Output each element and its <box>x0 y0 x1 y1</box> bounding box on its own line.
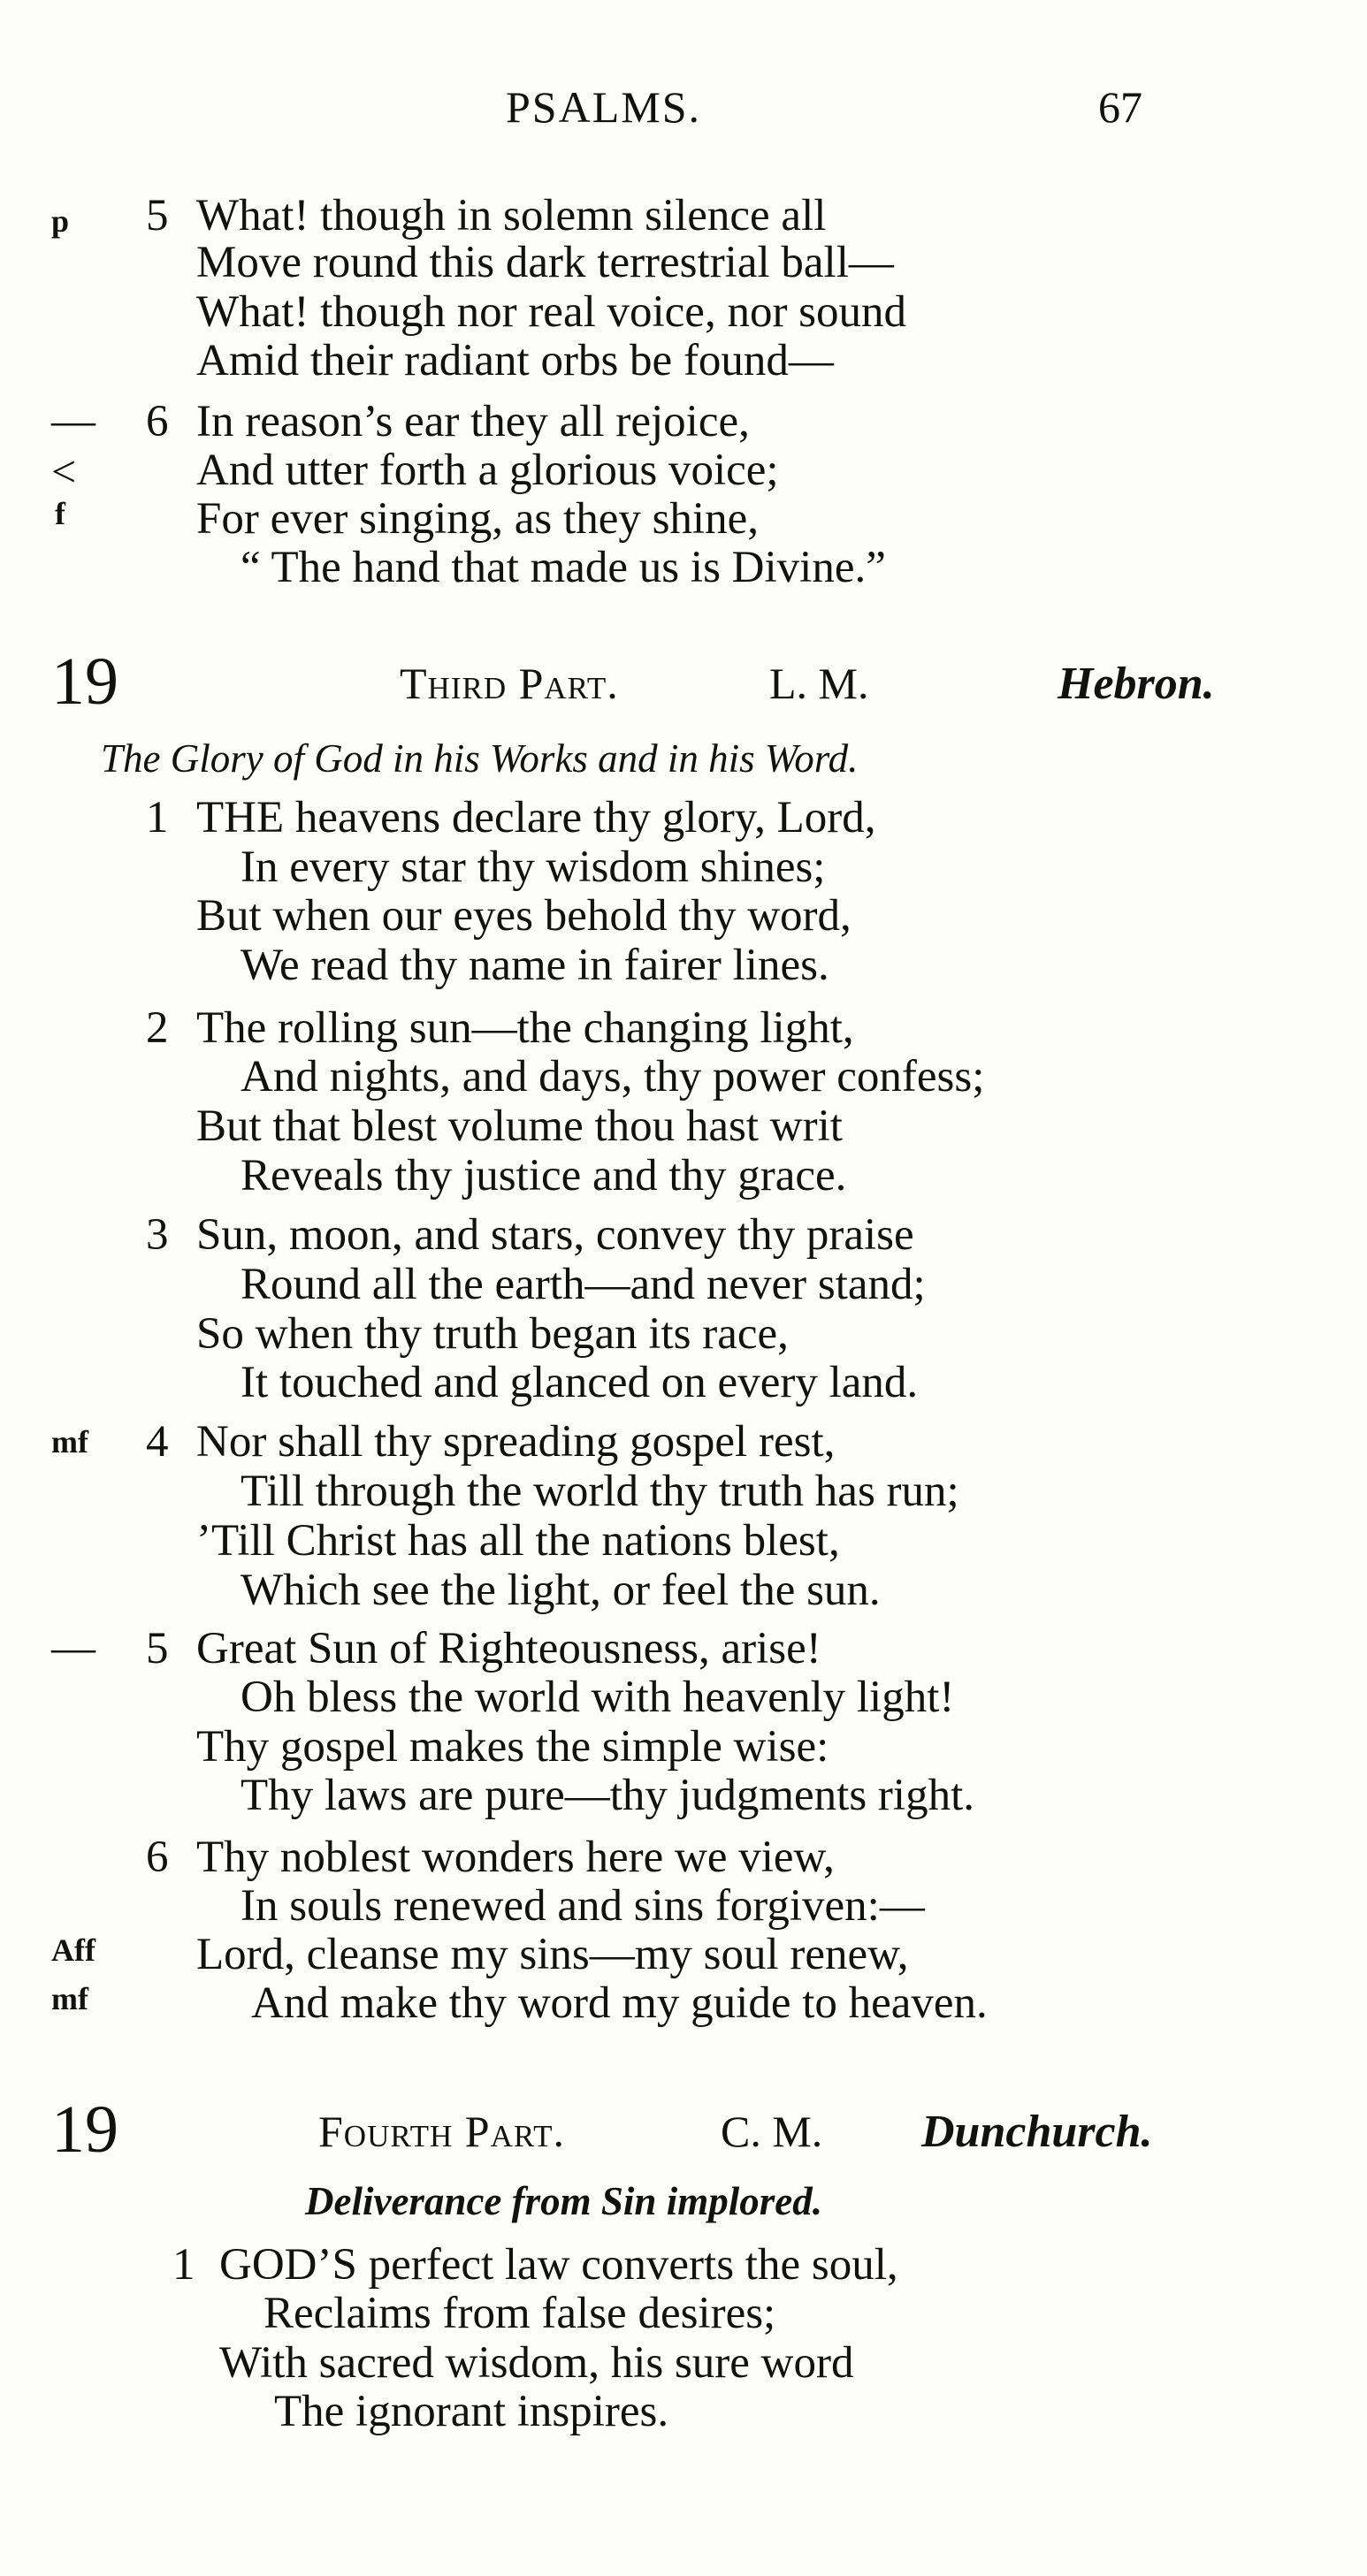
verse-line: THE heavens declare thy glory, Lord, <box>196 793 876 842</box>
verse-line: Sun, moon, and stars, convey thy praise <box>196 1210 914 1260</box>
verse-line: The rolling sun—the changing light, <box>196 1003 854 1053</box>
tune-name: Hebron. <box>1058 659 1215 709</box>
verse-line: Round all the earth—and never stand; <box>241 1260 926 1309</box>
dynamic-mark: f <box>55 496 65 531</box>
verse-line: The ignorant inspires. <box>274 2387 669 2436</box>
verse-line: And nights, and days, thy power confess; <box>241 1052 985 1101</box>
verse-line: Thy gospel makes the simple wise: <box>196 1722 829 1772</box>
verse-line: GOD’S perfect law converts the soul, <box>219 2240 898 2290</box>
verse-line: With sacred wisdom, his sure word <box>219 2338 854 2388</box>
verse-line: Move round this dark terrestrial ball— <box>196 238 894 287</box>
stanza-number: 3 <box>146 1210 169 1260</box>
dynamic-mark: mf <box>51 1424 88 1459</box>
running-title: PSALMS. <box>506 82 702 132</box>
verse-line: “ The hand that made us is Divine.” <box>241 543 886 592</box>
verse-line: Which see the light, or feel the sun. <box>241 1566 881 1615</box>
page-header <box>0 81 1367 143</box>
hymn-number: 19 <box>51 644 118 719</box>
verse-line: What! though in solemn silence all <box>196 191 827 240</box>
stanza-number: 6 <box>146 397 169 446</box>
page-number: 67 <box>1098 82 1142 132</box>
dynamic-mark: mf <box>51 1981 88 2016</box>
verse-line: In reason’s ear they all rejoice, <box>196 397 750 446</box>
stanza-number: 1 <box>172 2240 195 2290</box>
verse-line: But when our eyes behold thy word, <box>196 891 852 941</box>
verse-line: So when thy truth began its race, <box>196 1309 789 1359</box>
part-title: Fourth Part. <box>318 2107 565 2156</box>
verse-line: Reclaims from false desires; <box>263 2289 776 2338</box>
verse-line: Amid their radiant orbs be found— <box>196 336 834 385</box>
verse-line: In souls renewed and sins forgiven:— <box>241 1881 925 1931</box>
part-title: Third Part. <box>400 659 619 708</box>
dynamic-mark: < <box>51 446 77 496</box>
stanza-number: 5 <box>146 1624 169 1673</box>
verse-line: ’Till Christ has all the nations blest, <box>196 1516 840 1566</box>
stanza-number: 2 <box>146 1003 169 1053</box>
verse-line: It touched and glanced on every land. <box>241 1358 919 1407</box>
verse-line: Oh bless the world with heavenly light! <box>241 1673 955 1722</box>
verse-line: Lord, cleanse my sins—my soul renew, <box>196 1930 909 1979</box>
dynamic-mark: p <box>51 203 70 239</box>
verse-line: Thy laws are pure—thy judgments right. <box>241 1771 974 1820</box>
verse-line: Nor shall thy spreading gospel rest, <box>196 1417 836 1467</box>
verse-line: And utter forth a glorious voice; <box>196 446 779 495</box>
verse-line: But that blest volume thou hast writ <box>196 1101 843 1151</box>
meter: L. M. <box>769 659 869 708</box>
verse-line: Great Sun of Righteousness, arise! <box>196 1624 821 1673</box>
hymn-subtitle: The Glory of God in his Works and in his Word. <box>101 736 859 781</box>
stanza-number: 1 <box>146 793 169 842</box>
verse-line: Thy noblest wonders here we view, <box>196 1833 835 1882</box>
stanza-number: 6 <box>146 1833 169 1882</box>
hymn-number: 19 <box>51 2092 118 2167</box>
verse-line: We read thy name in fairer lines. <box>241 941 829 990</box>
tune-name: Dunchurch. <box>921 2107 1153 2157</box>
stanza-number: 4 <box>146 1417 169 1467</box>
dynamic-mark: — <box>51 395 95 445</box>
stanza-number: 5 <box>146 191 169 240</box>
hymn-subtitle: Deliverance from Sin implored. <box>305 2179 822 2223</box>
dynamic-mark: — <box>51 1622 95 1672</box>
verse-line: In every star thy wisdom shines; <box>241 842 826 892</box>
dynamic-mark: Aff <box>51 1932 95 1968</box>
verse-line: What! though nor real voice, nor sound <box>196 287 907 337</box>
verse-line: Reveals thy justice and thy grace. <box>241 1151 847 1200</box>
verse-line: Till through the world thy truth has run; <box>241 1467 959 1516</box>
verse-line: For ever singing, as they shine, <box>196 494 759 544</box>
verse-line: And make thy word my guide to heaven. <box>251 1978 988 2028</box>
meter: C. M. <box>721 2107 823 2156</box>
